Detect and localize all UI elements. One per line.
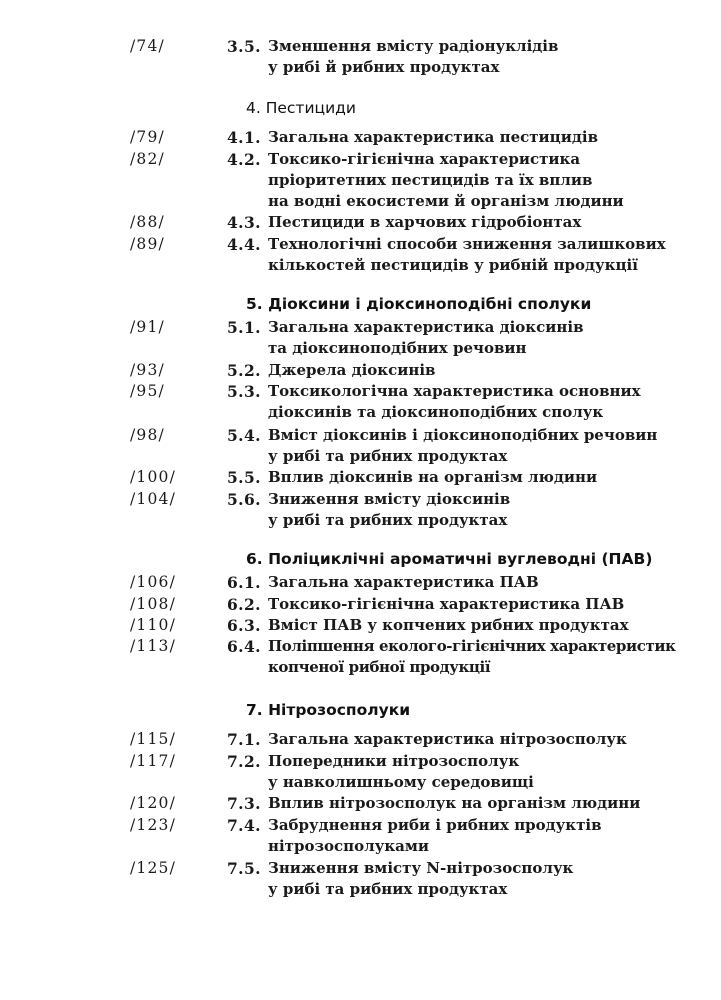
toc-item-title: Токсикологічна характеристика основних діоксинів та діоксиноподібних сполук: [268, 382, 641, 421]
toc-item-number: 5.1.: [227, 318, 261, 337]
toc-item-number: 4.4.: [227, 235, 261, 254]
section-heading: 4. Пестициди: [246, 99, 356, 117]
toc-page-number: /125/: [130, 859, 177, 877]
toc-item-title: Зменшення вмісту радіонуклідів у рибі й рибних продуктах: [268, 37, 559, 76]
toc-item-title: Вміст ПАВ у копчених рибних продуктах: [268, 616, 629, 634]
toc-item-number: 7.2.: [227, 752, 261, 771]
toc-item-number: 6.1.: [227, 573, 261, 592]
toc-page-number: /89/: [130, 235, 165, 253]
toc-item-title: Технологічні способи зниження залишкових кількостей пестицидів у рибній продукції: [268, 235, 666, 274]
section-heading: 7. Нітрозосполуки: [246, 701, 411, 719]
toc-item-title: Попередники нітрозосполук у навколишньому середовищі: [268, 752, 534, 791]
toc-page-number: /100/: [130, 468, 177, 486]
toc-item-number: 7.4.: [227, 816, 261, 835]
toc-page-number: /104/: [130, 490, 177, 508]
toc-item-title: Вплив нітрозосполук на організм людини: [268, 794, 641, 812]
toc-page-number: /115/: [130, 730, 177, 748]
toc-item-number: 4.2.: [227, 150, 261, 169]
toc-item-title: Загальна характеристика пестицидів: [268, 128, 599, 146]
toc-page-number: /91/: [130, 318, 165, 336]
toc-item-title: Пестициди в харчових гідробіонтах: [268, 213, 582, 231]
toc-page-number: /74/: [130, 37, 165, 55]
toc-item-number: 4.1.: [227, 128, 261, 147]
toc-page-number: /88/: [130, 213, 165, 231]
toc-page-number: /123/: [130, 816, 177, 834]
toc-page-number: /95/: [130, 382, 165, 400]
toc-item-number: 6.2.: [227, 595, 261, 614]
toc-page-number: /82/: [130, 150, 165, 168]
toc-item-number: 7.5.: [227, 859, 261, 878]
toc-item-title: Вплив діоксинів на організм людини: [268, 468, 598, 486]
toc-item-number: 5.2.: [227, 361, 261, 380]
toc-page-number: /93/: [130, 361, 165, 379]
toc-item-title: Загальна характеристика діоксинів та діоксиноподібних речовин: [268, 318, 584, 357]
toc-item-title: Джерела діоксинів: [268, 361, 436, 379]
toc-item-title: Загальна характеристика нітрозосполук: [268, 730, 627, 748]
section-heading: 5. Діоксини і діоксиноподібні сполуки: [246, 295, 592, 313]
toc-item-number: 4.3.: [227, 213, 261, 232]
toc-page-number: /106/: [130, 573, 177, 591]
toc-page-number: /117/: [130, 752, 177, 770]
toc-item-title: Поліпшення еколого-гігієнічних характеристик копченої рибної продукції: [268, 637, 676, 676]
toc-page-number: /98/: [130, 426, 165, 444]
toc-item-number: 5.3.: [227, 382, 261, 401]
toc-page-number: /120/: [130, 794, 177, 812]
toc-item-title: Токсико-гігієнічна характеристика пріоритетних пестицидів та їх вплив на водні екосистеми й організм людини: [268, 150, 624, 210]
toc-item-number: 7.1.: [227, 730, 261, 749]
toc-item-title: Загальна характеристика ПАВ: [268, 573, 539, 591]
toc-item-title: Вміст діоксинів і діоксиноподібних речовин у рибі та рибних продуктах: [268, 426, 658, 465]
toc-item-number: 6.4.: [227, 637, 261, 656]
toc-item-number: 5.4.: [227, 426, 261, 445]
toc-page-number: /110/: [130, 616, 177, 634]
toc-item-title: Забруднення риби і рибних продуктів нітрозосполуками: [268, 816, 602, 855]
toc-item-title: Зниження вмісту N-нітрозосполук у рибі та рибних продуктах: [268, 859, 574, 898]
toc-item-number: 7.3.: [227, 794, 261, 813]
toc-item-number: 3.5.: [227, 37, 261, 56]
toc-item-number: 5.5.: [227, 468, 261, 487]
section-heading: 6. Поліциклічні ароматичні вуглеводні (ПАВ): [246, 550, 653, 568]
toc-item-title: Токсико-гігієнічна характеристика ПАВ: [268, 595, 625, 613]
toc-item-number: 5.6.: [227, 490, 261, 509]
toc-page-number: /79/: [130, 128, 165, 146]
toc-item-number: 6.3.: [227, 616, 261, 635]
toc-page-number: /108/: [130, 595, 177, 613]
toc-item-title: Зниження вмісту діоксинів у рибі та рибних продуктах: [268, 490, 511, 529]
toc-page-number: /113/: [130, 637, 177, 655]
